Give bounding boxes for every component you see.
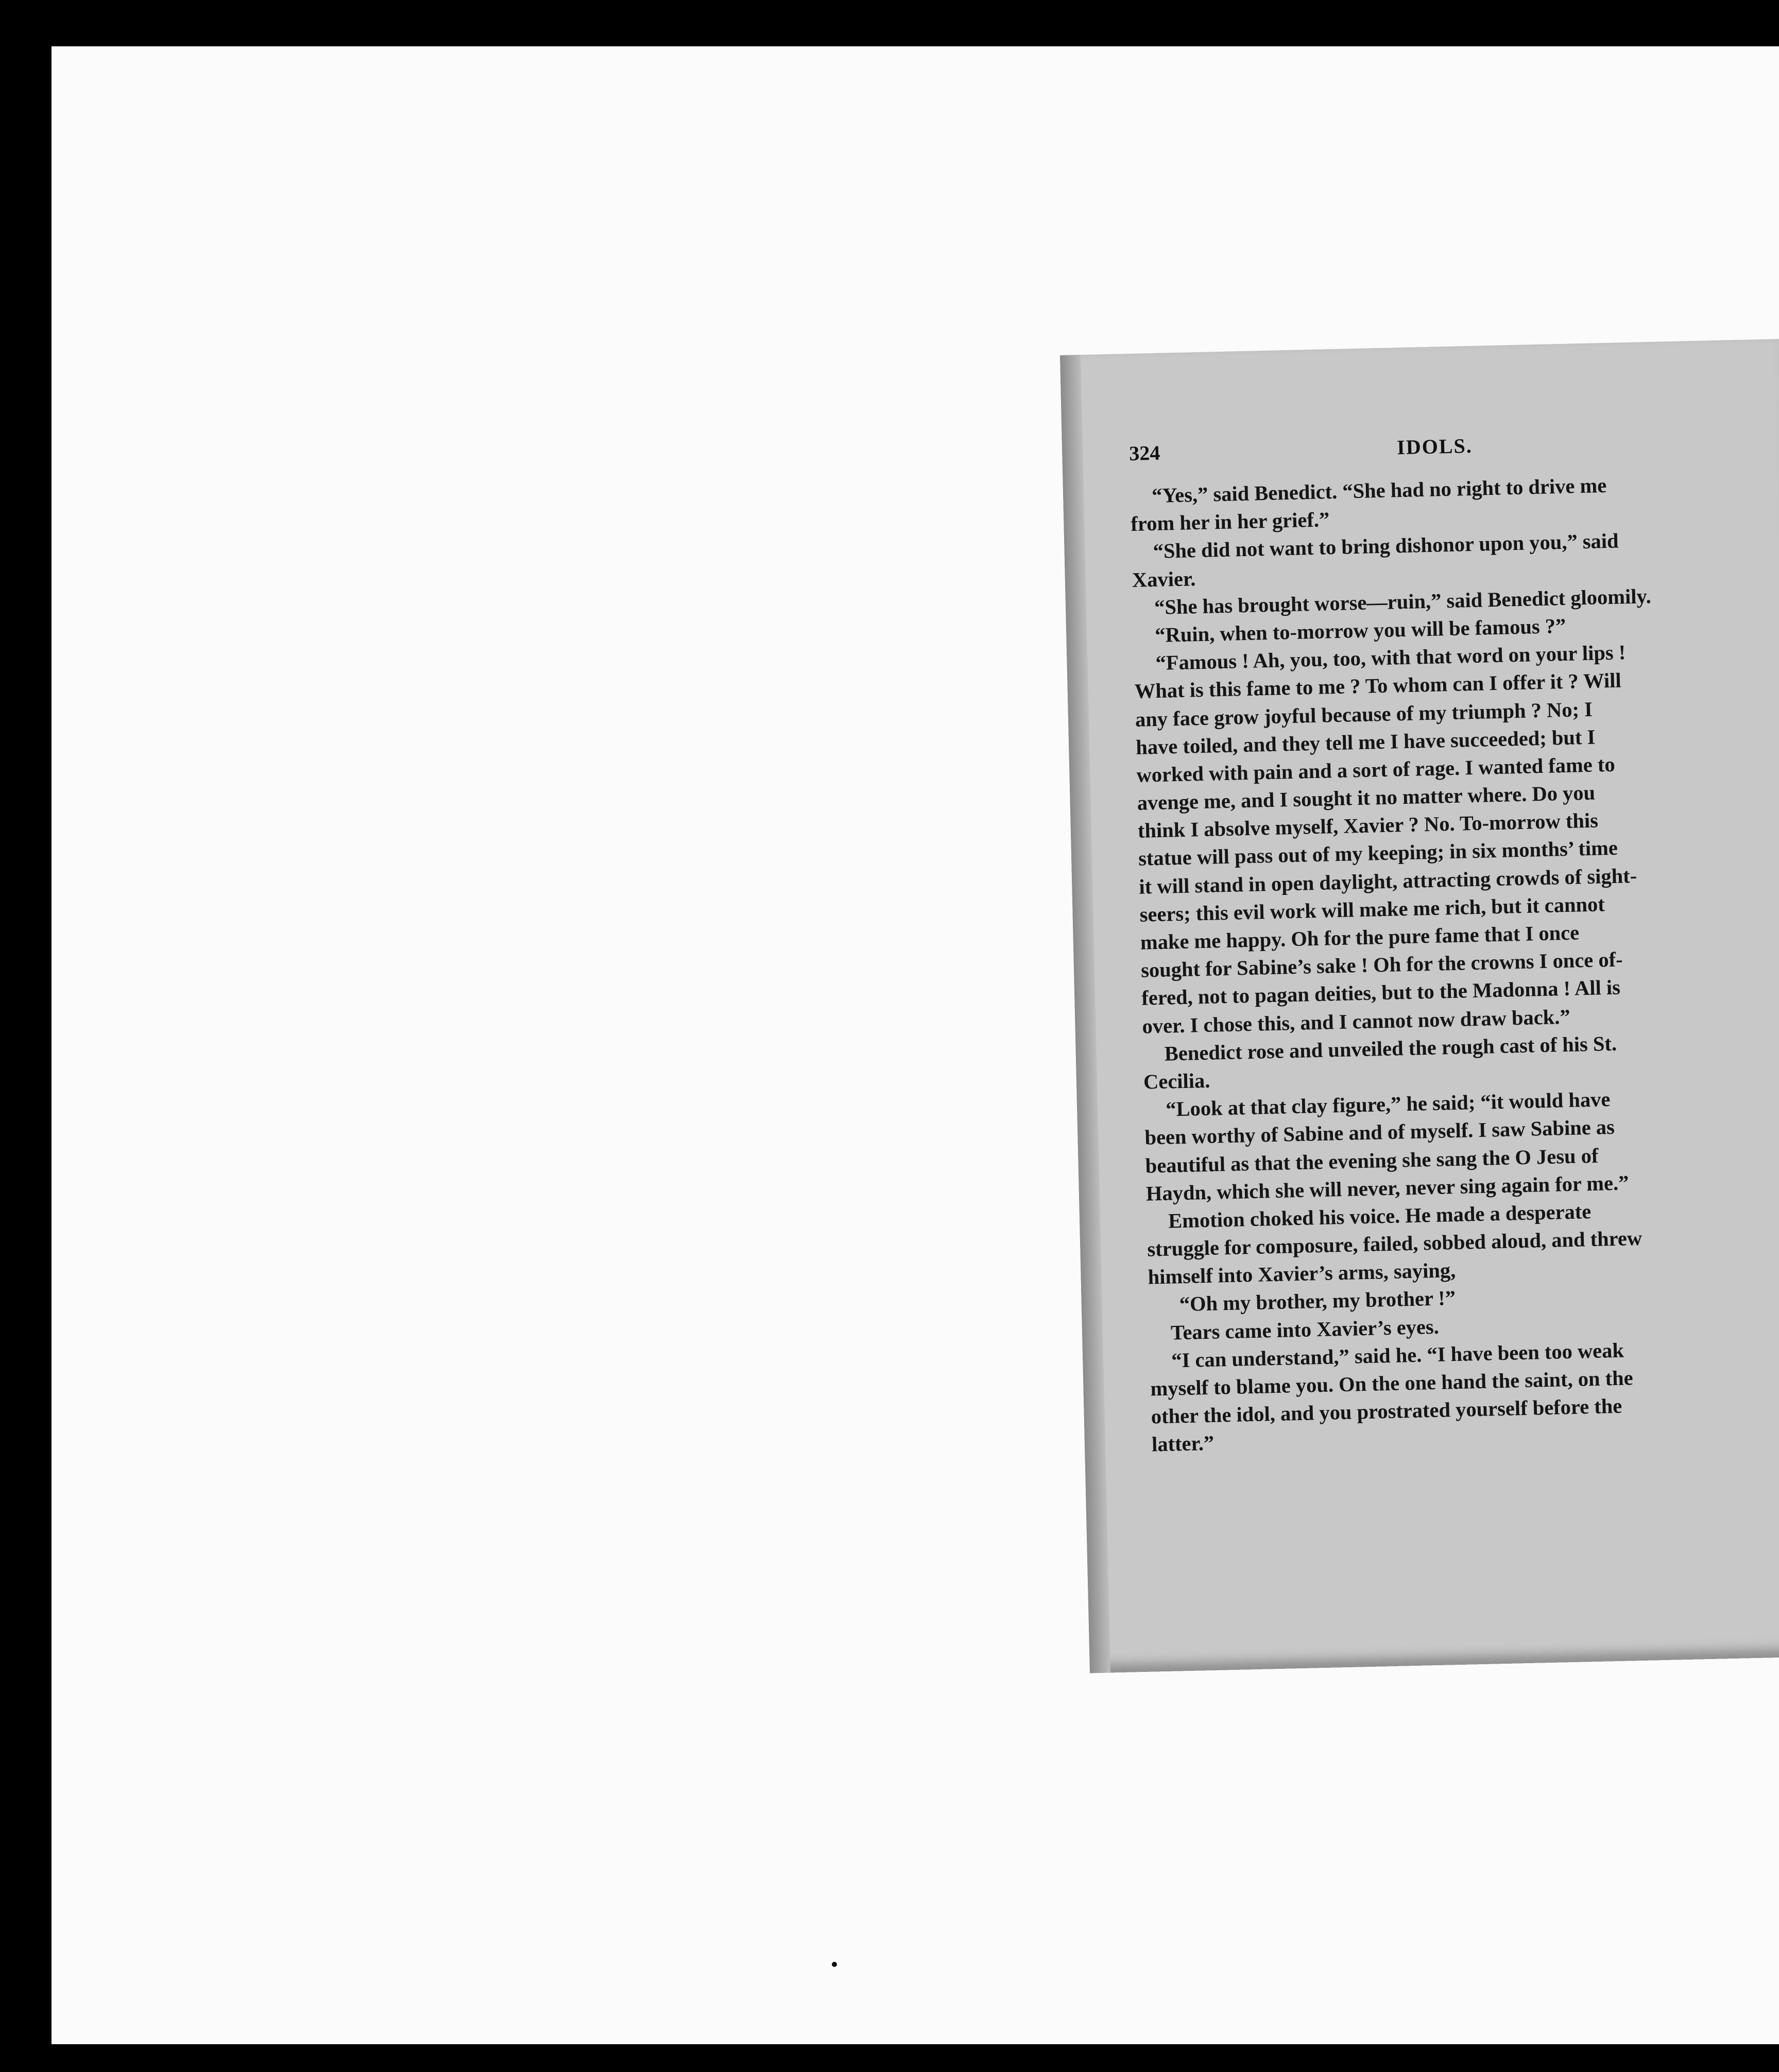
page-text bbox=[1130, 468, 1779, 1459]
text-line: “Yes,” said Benedict. “She had no right to drive me bbox=[1151, 473, 1607, 508]
text-line: “Look at that clay figure,” he said; “it would have bbox=[1165, 1087, 1611, 1121]
page-header bbox=[1129, 426, 1778, 472]
text-line: seers; this evil work will make me rich, but it cannot bbox=[1139, 892, 1605, 926]
page-number: 324 bbox=[1128, 441, 1160, 465]
text-line: “Ruin, when to-morrow you will be famous ?” bbox=[1154, 614, 1566, 647]
text-line: worked with pain and a sort of rage. I wanted fame to bbox=[1136, 752, 1616, 787]
text-line: beautiful as that the evening she sang the O Jesu of bbox=[1145, 1144, 1599, 1178]
text-line: statue will pass out of my keeping; in six months’ time bbox=[1138, 836, 1618, 871]
text-line: Emotion choked his voice. He made a desperate bbox=[1168, 1199, 1592, 1233]
text-line: What is this fame to me ? To whom can I offer it ? Will bbox=[1134, 668, 1622, 703]
text-line: avenge me, and I sought it no matter where. Do you bbox=[1137, 781, 1596, 815]
text-line: himself into Xavier’s arms, saying, bbox=[1148, 1258, 1456, 1289]
text-line: struggle for composure, failed, sobbed aloud, and threw bbox=[1147, 1226, 1643, 1261]
text-line: Xavier. bbox=[1132, 566, 1196, 592]
text-line: other the idol, and you prostrated yourself before the bbox=[1151, 1394, 1622, 1428]
text-line: “Famous ! Ah, you, too, with that word on your lips ! bbox=[1155, 641, 1626, 675]
text-line: Benedict rose and unveiled the rough cast of his St. bbox=[1164, 1031, 1617, 1065]
text-line: “Oh my brother, my brother !” bbox=[1179, 1286, 1456, 1316]
text-line: been worthy of Sabine and of myself. I saw Sabine as bbox=[1144, 1115, 1615, 1149]
text-line: Tears came into Xavier’s eyes. bbox=[1170, 1315, 1440, 1344]
text-line: Cecilia. bbox=[1143, 1068, 1210, 1094]
scan-sheet bbox=[52, 46, 1779, 2044]
text-line: it will stand in open daylight, attracting crowds of sight- bbox=[1138, 864, 1637, 899]
text-line: latter.” bbox=[1151, 1431, 1214, 1456]
text-line: Haydn, which she will never, never sing again for me.” bbox=[1145, 1171, 1629, 1205]
text-line: have toiled, and they tell me I have succeeded; but I bbox=[1135, 725, 1596, 759]
text-line: any face grow joyful because of my triumph ? No; I bbox=[1135, 697, 1593, 731]
book-page bbox=[1060, 339, 1779, 1673]
text-line: “She has brought worse—ruin,” said Benedict gloomily. bbox=[1154, 584, 1652, 619]
page-edge bbox=[1060, 355, 1110, 1673]
scan-speck bbox=[832, 1962, 837, 1967]
text-line: “I can understand,” said he. “I have been too weak bbox=[1171, 1338, 1624, 1372]
running-head: IDOLS. bbox=[1396, 434, 1473, 459]
text-line: “She did not want to bring dishonor upon you,” said bbox=[1153, 529, 1619, 563]
text-line: over. I chose this, and I cannot now draw back.” bbox=[1142, 1005, 1571, 1038]
text-line: think I absolve myself, Xavier ? No. To-morrow this bbox=[1137, 808, 1599, 843]
text-line: fered, not to pagan deities, but to the Madonna ! All is bbox=[1141, 976, 1621, 1010]
text-line: from her in her grief.” bbox=[1130, 508, 1330, 536]
text-line: myself to blame you. On the one hand the saint, on the bbox=[1150, 1366, 1634, 1401]
text-line: make me happy. Oh for the pure fame that I once bbox=[1140, 921, 1580, 954]
text-line: sought for Sabine’s sake ! Oh for the crowns I once of- bbox=[1140, 947, 1623, 982]
